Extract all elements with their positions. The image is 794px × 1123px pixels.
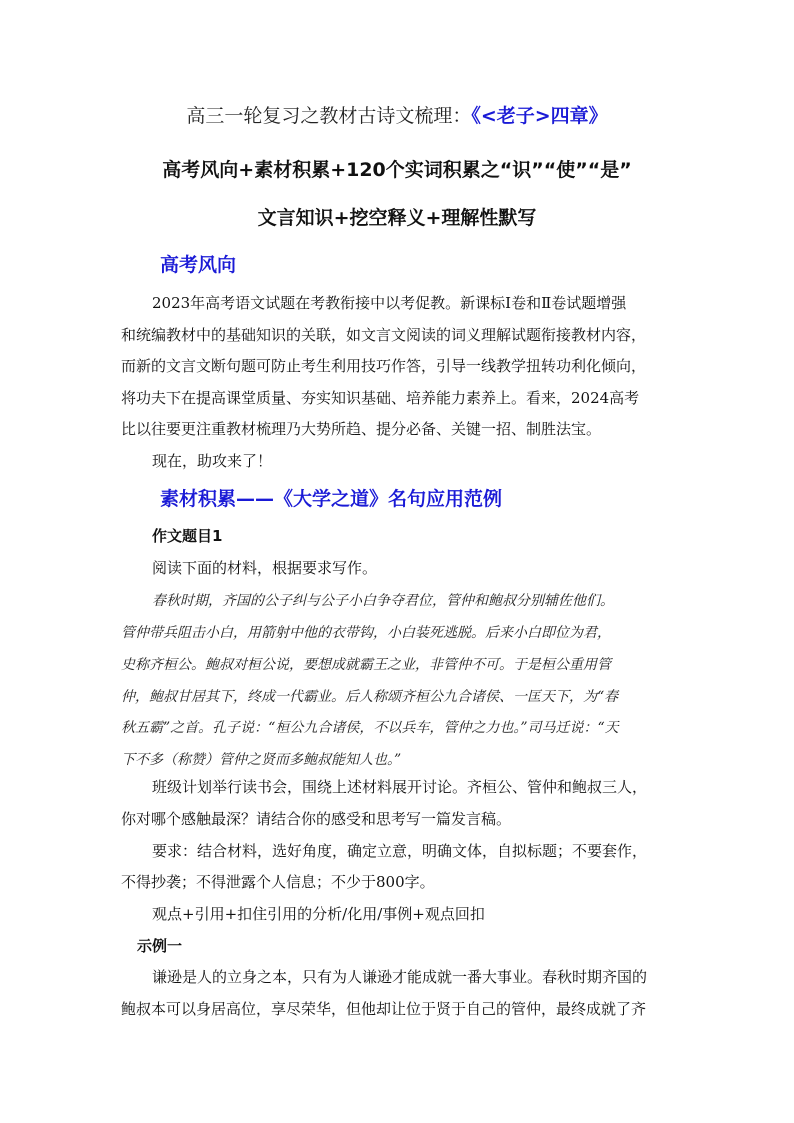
prompt-title: 作文题目1 (152, 527, 223, 545)
paragraph-line: 比以往要更注重教材梳理乃大势所趋、提分必备、关键一招、制胜法宝。 (121, 420, 602, 438)
section-heading-trends: 高考风向 (160, 254, 237, 276)
document-title (0, 101, 794, 128)
material-line: 管仲带兵阻击小白，用箭射中他的衣带钩，小白装死逃脱。后来小白即位为君， (121, 625, 611, 641)
task-line: 班级计划举行读书会，围绕上述材料展开讨论。齐桓公、管仲和鲍叔三人， (152, 778, 648, 796)
example-title: 示例一 (137, 937, 183, 955)
requirement-line: 不得抄袭；不得泄露个人信息；不少于800字。 (121, 873, 435, 891)
material-line: 仲，鲍叔甘居其下，终成一代霸业。后人称颂齐桓公九合诸侯、一匡天下，为“春 (121, 689, 619, 705)
instruction-line: 阅读下面的材料，根据要求写作。 (152, 559, 378, 577)
material-line: 秋五霸”之首。孔子说：“桓公九合诸侯，不以兵车，管仲之力也。”司马迁说：“天 (121, 720, 619, 736)
example-line: 谦逊是人的立身之本，只有为人谦逊才能成就一番大事业。春秋时期齐国的 (152, 968, 648, 986)
material-line: 下不多（称赞）管仲之贤而多鲍叔能知人也。” (121, 752, 402, 768)
example-line: 鲍叔本可以身居高位，享尽荣华，但他却让位于贤于自己的管仲，最终成就了齐 (121, 1000, 647, 1018)
paragraph-line: 而新的文言文断句题可防止考生利用技巧作答，引导一线教学扭转功利化倾向， (121, 357, 647, 375)
document-subtitle: 高考风向+素材积累+120个实词积累之“识”“使”“是” (162, 159, 632, 181)
structure-line: 观点+引用+扣住引用的分析/化用/事例+观点回扣 (152, 905, 485, 923)
material-line: 史称齐桓公。鲍叔对桓公说，要想成就霸王之业，非管仲不可。于是桓公重用管 (121, 657, 611, 673)
paragraph-line: 和统编教材中的基础知识的关联，如文言文阅读的词义理解试题衔接教材内容， (121, 326, 647, 344)
closing-line: 现在，助攻来了！ (152, 452, 273, 470)
paragraph-line: 2023年高考语文试题在考教衔接中以考促教。新课标Ⅰ卷和Ⅱ卷试题增强 (152, 294, 627, 312)
title-highlight: 《<老子>四章》 (471, 105, 608, 127)
task-line: 你对哪个感触最深？请结合你的感受和思考写一篇发言稿。 (121, 810, 512, 828)
section-heading-materials: 素材积累——《大学之道》名句应用范例 (160, 488, 503, 510)
paragraph-line: 将功夫下在提高课堂质量、夯实知识基础、培养能力素养上。看来，2024高考 (121, 389, 640, 407)
document-subtitle-2: 文言知识+挖空释义+理解性默写 (257, 207, 537, 229)
material-line: 春秋时期，齐国的公子纠与公子小白争夺君位，管仲和鲍叔分别辅佐他们。 (152, 593, 614, 609)
title-prefix: 高三一轮复习之教材古诗文梳理： (186, 105, 472, 127)
requirement-line: 要求：结合材料，选好角度，确定立意，明确文体，自拟标题；不要套作， (152, 842, 648, 860)
